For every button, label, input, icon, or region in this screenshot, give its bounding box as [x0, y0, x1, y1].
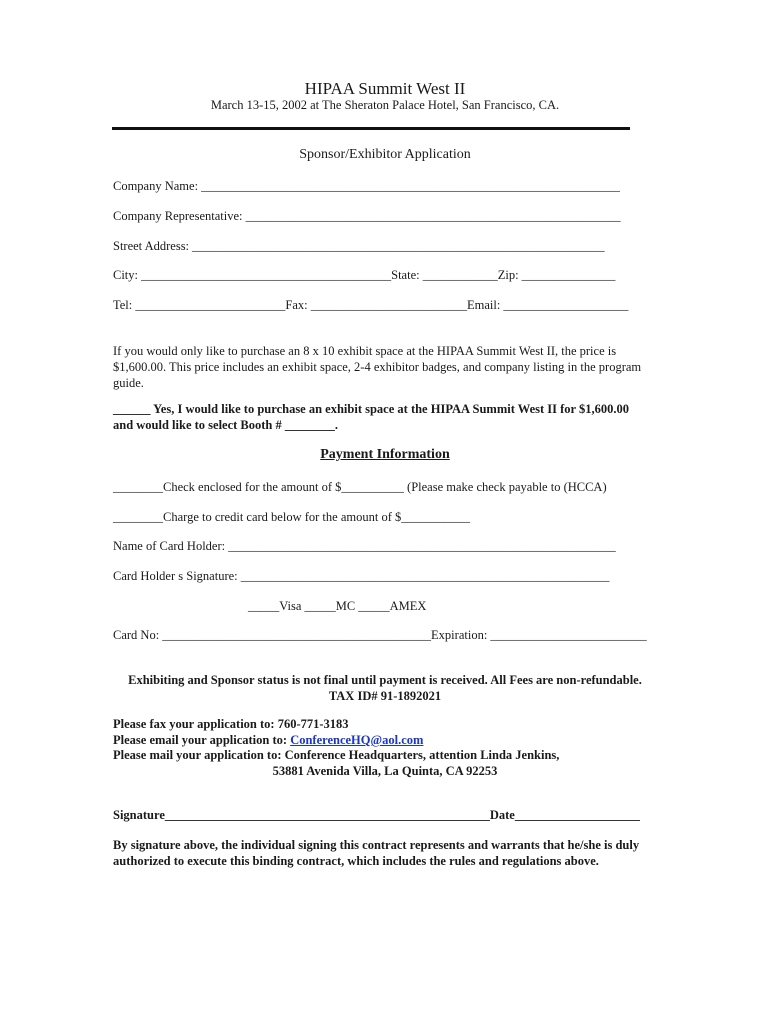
city-state-zip-fields[interactable]: City: ________________________________________State: ____________Zip: _______________	[113, 268, 616, 282]
tax-id: TAX ID# 91-1892021	[328, 689, 442, 703]
document-subtitle: March 13-15, 2002 at The Sheraton Palace Hotel, San Francisco, CA.	[210, 98, 560, 112]
email-instruction-label: Please email your application to:	[113, 733, 291, 747]
card-type-options[interactable]: _____Visa _____MC _____AMEX	[248, 599, 427, 613]
payment-heading: Payment Information	[320, 447, 450, 462]
tel-fax-email-fields[interactable]: Tel: ________________________Fax: _________________________Email: ____________________	[113, 298, 629, 312]
exhibit-offer-text: If you would only like to purchase an 8 x 10 exhibit space at the HIPAA Summit West II, the price is $1,600.00. This price includes an exhibit space, 2-4 exhibitor badges, and company listing in the program guide.	[113, 344, 642, 390]
signature-statement: By signature above, the individual signing this contract represents and warrants that he/she is duly authorized to execute this binding contract, which includes the rules and regulations above.	[113, 838, 640, 868]
exhibit-confirm-line[interactable]: ______ Yes, I would like to purchase an exhibit space at the HIPAA Summit West II for $1,600.00	[113, 402, 630, 416]
street-address-field[interactable]: Street Address: __________________________________________________________________	[113, 239, 605, 253]
company-representative-field[interactable]: Company Representative: ____________________________________________________________	[113, 209, 621, 223]
payment-notice: Exhibiting and Sponsor status is not final until payment is received. All Fees are non-refundable.	[128, 673, 642, 687]
email-instruction	[113, 733, 423, 748]
credit-card-charge-field[interactable]: ________Charge to credit card below for the amount of $___________	[113, 510, 470, 524]
booth-select-line[interactable]: and would like to select Booth # ________.	[113, 418, 339, 432]
mail-instruction: Please mail your application to: Conference Headquarters, attention Linda Jenkins,	[113, 748, 560, 762]
email-link[interactable]: ConferenceHQ@aol.com	[290, 733, 424, 747]
signature-date-field[interactable]: Signature____________________________________________________Date____________________	[113, 808, 640, 822]
document-title: HIPAA Summit West II	[304, 79, 466, 98]
fax-instruction: Please fax your application to: 760-771-3183	[113, 717, 349, 731]
mail-address: 53881 Avenida Villa, La Quinta, CA 92253	[272, 764, 498, 778]
company-name-field[interactable]: Company Name: ___________________________________________________________________	[113, 179, 620, 193]
card-number-expiration-fields[interactable]: Card No: ___________________________________________Expiration: _________________________	[113, 628, 647, 642]
header-divider	[112, 127, 630, 130]
form-title: Sponsor/Exhibitor Application	[299, 147, 471, 162]
card-holder-name-field[interactable]: Name of Card Holder: ______________________________________________________________	[113, 539, 616, 553]
card-holder-signature-field[interactable]: Card Holder s Signature: ___________________________________________________________	[113, 569, 610, 583]
check-enclosed-field[interactable]: ________Check enclosed for the amount of $__________ (Please make check payable to (HCCA)	[113, 480, 607, 494]
